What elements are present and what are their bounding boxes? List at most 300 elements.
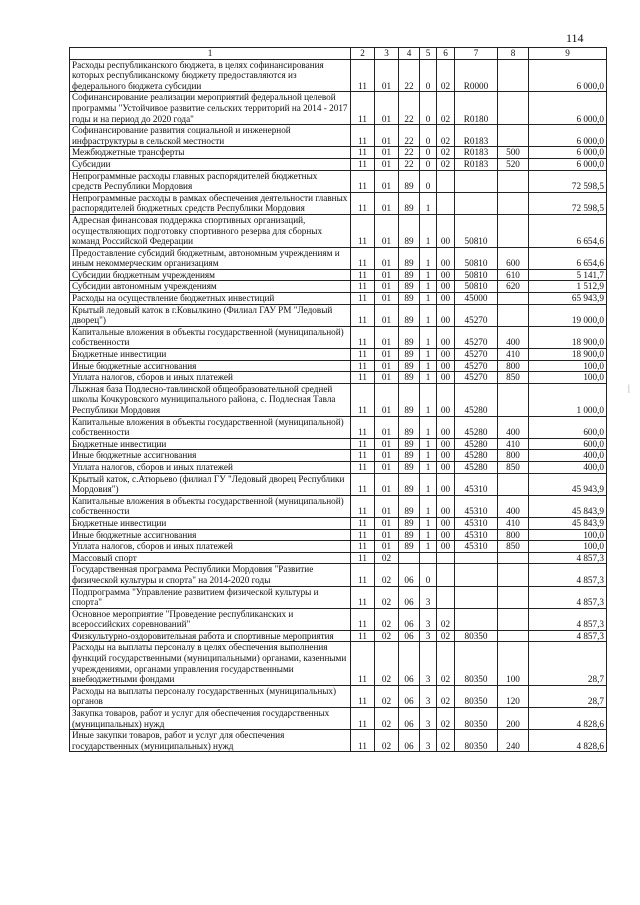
- row-name: Расходы на выплаты персоналу государственных (муниципальных) органов: [70, 685, 351, 707]
- direction-code: [455, 586, 498, 608]
- col-header-8: 8: [498, 48, 529, 60]
- direction-code: 50810: [455, 281, 498, 293]
- program-code: 06: [399, 630, 420, 642]
- expense-type-code: 200: [498, 708, 529, 730]
- direction-code: 45000: [455, 293, 498, 305]
- section-code: 11: [351, 608, 375, 630]
- subsection-code: 02: [375, 708, 399, 730]
- expense-type-code: 400: [498, 326, 529, 348]
- subprogram-code: 0: [420, 59, 437, 92]
- amount: 45 943,9: [529, 473, 607, 495]
- table-row: [70, 708, 607, 730]
- section-code: 11: [351, 92, 375, 125]
- program-code: 89: [399, 450, 420, 462]
- amount: 6 000,0: [529, 125, 607, 147]
- table-row: [70, 192, 607, 214]
- direction-code: R0183: [455, 125, 498, 147]
- subsection-code: 01: [375, 147, 399, 159]
- amount: 100,0: [529, 529, 607, 541]
- event-code: [437, 586, 455, 608]
- subprogram-code: 1: [420, 304, 437, 326]
- row-name: Капитальные вложения в объекты государственной (муниципальной) собственности: [70, 416, 351, 438]
- section-code: 11: [351, 461, 375, 473]
- amount: 600,0: [529, 416, 607, 438]
- program-code: 89: [399, 247, 420, 269]
- table-row: [70, 269, 607, 281]
- program-code: 89: [399, 541, 420, 553]
- row-name: Уплата налогов, сборов и иных платежей: [70, 461, 351, 473]
- section-code: 11: [351, 630, 375, 642]
- expense-type-code: 600: [498, 247, 529, 269]
- direction-code: 45270: [455, 349, 498, 361]
- section-code: 11: [351, 730, 375, 752]
- direction-code: 45280: [455, 416, 498, 438]
- expense-type-code: 410: [498, 349, 529, 361]
- event-code: 00: [437, 416, 455, 438]
- subsection-code: 01: [375, 360, 399, 372]
- section-code: 11: [351, 158, 375, 170]
- section-code: 11: [351, 349, 375, 361]
- direction-code: R0000: [455, 59, 498, 92]
- section-code: 11: [351, 564, 375, 586]
- table-row: [70, 158, 607, 170]
- event-code: 02: [437, 642, 455, 685]
- subprogram-code: 0: [420, 92, 437, 125]
- subsection-code: 01: [375, 269, 399, 281]
- subprogram-code: 1: [420, 326, 437, 348]
- expense-type-code: [498, 92, 529, 125]
- subsection-code: 01: [375, 517, 399, 529]
- event-code: [437, 192, 455, 214]
- table-row: [70, 586, 607, 608]
- amount: 72 598,5: [529, 192, 607, 214]
- amount: 100,0: [529, 360, 607, 372]
- table-row: [70, 529, 607, 541]
- section-code: 11: [351, 383, 375, 416]
- section-code: 11: [351, 281, 375, 293]
- subprogram-code: 1: [420, 495, 437, 517]
- direction-code: 45280: [455, 450, 498, 462]
- subsection-code: 01: [375, 304, 399, 326]
- subprogram-code: 3: [420, 685, 437, 707]
- program-code: 89: [399, 461, 420, 473]
- program-code: 22: [399, 125, 420, 147]
- subsection-code: 02: [375, 608, 399, 630]
- program-code: 89: [399, 517, 420, 529]
- program-code: 89: [399, 170, 420, 192]
- header-row: [70, 48, 607, 60]
- amount: 1 512,9: [529, 281, 607, 293]
- section-code: 11: [351, 552, 375, 564]
- event-code: 02: [437, 125, 455, 147]
- event-code: [437, 170, 455, 192]
- program-code: 06: [399, 685, 420, 707]
- event-code: 00: [437, 450, 455, 462]
- direction-code: 45280: [455, 461, 498, 473]
- expense-type-code: 410: [498, 517, 529, 529]
- subprogram-code: 0: [420, 564, 437, 586]
- expense-type-code: [498, 552, 529, 564]
- program-code: 89: [399, 192, 420, 214]
- table-row: [70, 170, 607, 192]
- table-row: [70, 730, 607, 752]
- event-code: [437, 552, 455, 564]
- amount: 45 843,9: [529, 495, 607, 517]
- section-code: 11: [351, 59, 375, 92]
- subprogram-code: 1: [420, 517, 437, 529]
- section-code: 11: [351, 586, 375, 608]
- subprogram-code: 0: [420, 147, 437, 159]
- table-row: [70, 642, 607, 685]
- event-code: 00: [437, 304, 455, 326]
- table-row: [70, 293, 607, 305]
- row-name: Субсидии бюджетным учреждениям: [70, 269, 351, 281]
- amount: 4 857,3: [529, 630, 607, 642]
- subprogram-code: 0: [420, 158, 437, 170]
- expense-type-code: 400: [498, 416, 529, 438]
- expense-type-code: [498, 586, 529, 608]
- event-code: 02: [437, 608, 455, 630]
- event-code: 00: [437, 349, 455, 361]
- section-code: 11: [351, 416, 375, 438]
- row-name: Расходы республиканского бюджета, в целях софинансирования которых республиканскому бюджету предоставляются из федерального бюджета субсидии: [70, 59, 351, 92]
- direction-code: R0180: [455, 92, 498, 125]
- program-code: 89: [399, 293, 420, 305]
- table-row: [70, 450, 607, 462]
- expense-type-code: [498, 630, 529, 642]
- section-code: 11: [351, 517, 375, 529]
- event-code: 00: [437, 495, 455, 517]
- section-code: 11: [351, 473, 375, 495]
- subprogram-code: 1: [420, 281, 437, 293]
- event-code: 00: [437, 326, 455, 348]
- expense-type-code: [498, 293, 529, 305]
- direction-code: 80350: [455, 630, 498, 642]
- amount: 18 900,0: [529, 349, 607, 361]
- subprogram-code: 1: [420, 383, 437, 416]
- budget-table: [69, 47, 607, 752]
- direction-code: 80350: [455, 685, 498, 707]
- amount: 18 900,0: [529, 326, 607, 348]
- amount: 6 654,6: [529, 214, 607, 247]
- row-name: Адресная финансовая поддержка спортивных организаций, осуществляющих подготовку спортивного резерва для сборных команд Российской Федерации: [70, 214, 351, 247]
- direction-code: 45310: [455, 473, 498, 495]
- page-number: 114: [566, 31, 584, 45]
- section-code: 11: [351, 293, 375, 305]
- event-code: 02: [437, 708, 455, 730]
- direction-code: 45270: [455, 372, 498, 384]
- section-code: 11: [351, 529, 375, 541]
- program-code: 89: [399, 383, 420, 416]
- row-name: Крытый ледовый каток в г.Ковылкино (Филиал ГАУ РМ "Ледовый дворец"): [70, 304, 351, 326]
- program-code: 06: [399, 642, 420, 685]
- amount: 1 000,0: [529, 383, 607, 416]
- table-row: [70, 541, 607, 553]
- section-code: 11: [351, 170, 375, 192]
- row-name: Расходы на выплаты персоналу в целях обеспечения выполнения функций государственными (муниципальными) органами, казенными учреждениями, органами управления государственными внебюджетными фондами: [70, 642, 351, 685]
- table-row: [70, 608, 607, 630]
- event-code: 02: [437, 158, 455, 170]
- row-name: Подпрограмма "Управление развитием физической культуры и спорта": [70, 586, 351, 608]
- subsection-code: 01: [375, 92, 399, 125]
- expense-type-code: 500: [498, 147, 529, 159]
- program-code: 89: [399, 438, 420, 450]
- col-header-9: 9: [529, 48, 607, 60]
- section-code: 11: [351, 125, 375, 147]
- direction-code: [455, 564, 498, 586]
- row-name: Непрограммные расходы в рамках обеспечения деятельности главных распорядителей бюджетных средств Республики Мордовия: [70, 192, 351, 214]
- program-code: 06: [399, 586, 420, 608]
- row-name: Государственная программа Республики Мордовия "Развитие физической культуры и спорта" на 2014-2020 годы: [70, 564, 351, 586]
- direction-code: R0183: [455, 158, 498, 170]
- subprogram-code: 3: [420, 642, 437, 685]
- subprogram-code: 3: [420, 586, 437, 608]
- table-row: [70, 372, 607, 384]
- program-code: 89: [399, 360, 420, 372]
- expense-type-code: [498, 473, 529, 495]
- direction-code: 45270: [455, 304, 498, 326]
- event-code: 02: [437, 92, 455, 125]
- event-code: 00: [437, 461, 455, 473]
- row-name: Бюджетные инвестиции: [70, 517, 351, 529]
- direction-code: [455, 608, 498, 630]
- subsection-code: 02: [375, 630, 399, 642]
- expense-type-code: 800: [498, 360, 529, 372]
- expense-type-code: 400: [498, 495, 529, 517]
- section-code: 11: [351, 372, 375, 384]
- expense-type-code: 850: [498, 461, 529, 473]
- table-row: [70, 495, 607, 517]
- event-code: [437, 564, 455, 586]
- row-name: Софинансирование развития социальной и инженерной инфраструктуры в сельской местности: [70, 125, 351, 147]
- row-name: Закупка товаров, работ и услуг для обеспечения государственных (муниципальных) нужд: [70, 708, 351, 730]
- section-code: 11: [351, 450, 375, 462]
- amount: 6 000,0: [529, 147, 607, 159]
- col-header-2: 2: [351, 48, 375, 60]
- subsection-code: 01: [375, 326, 399, 348]
- event-code: 00: [437, 281, 455, 293]
- table-row: [70, 685, 607, 707]
- event-code: 02: [437, 685, 455, 707]
- direction-code: 50810: [455, 247, 498, 269]
- direction-code: 80350: [455, 730, 498, 752]
- event-code: 00: [437, 372, 455, 384]
- program-code: 89: [399, 214, 420, 247]
- table-row: [70, 552, 607, 564]
- col-header-7: 7: [455, 48, 498, 60]
- subprogram-code: 3: [420, 608, 437, 630]
- col-header-3: 3: [375, 48, 399, 60]
- expense-type-code: 410: [498, 438, 529, 450]
- table-row: [70, 147, 607, 159]
- col-header-1: 1: [70, 48, 351, 60]
- subsection-code: 02: [375, 564, 399, 586]
- program-code: 89: [399, 349, 420, 361]
- program-code: 89: [399, 326, 420, 348]
- table-row: [70, 383, 607, 416]
- subprogram-code: 1: [420, 450, 437, 462]
- program-code: 06: [399, 564, 420, 586]
- subprogram-code: 1: [420, 192, 437, 214]
- subsection-code: 01: [375, 450, 399, 462]
- subsection-code: 02: [375, 586, 399, 608]
- expense-type-code: 620: [498, 281, 529, 293]
- program-code: 89: [399, 281, 420, 293]
- subprogram-code: 1: [420, 293, 437, 305]
- row-name: Иные закупки товаров, работ и услуг для обеспечения государственных (муниципальных) нужд: [70, 730, 351, 752]
- direction-code: [455, 552, 498, 564]
- table-row: [70, 461, 607, 473]
- subprogram-code: 1: [420, 372, 437, 384]
- expense-type-code: [498, 125, 529, 147]
- table-row: [70, 247, 607, 269]
- amount: 4 857,3: [529, 552, 607, 564]
- program-code: 89: [399, 304, 420, 326]
- subprogram-code: 1: [420, 416, 437, 438]
- direction-code: 45280: [455, 438, 498, 450]
- subsection-code: 02: [375, 730, 399, 752]
- event-code: 00: [437, 438, 455, 450]
- table-row: [70, 59, 607, 92]
- subsection-code: 01: [375, 473, 399, 495]
- subprogram-code: 1: [420, 349, 437, 361]
- row-name: Массовый спорт: [70, 552, 351, 564]
- row-name: Капитальные вложения в объекты государственной (муниципальной) собственности: [70, 495, 351, 517]
- row-name: Крытый каток, с.Атюрьево (филиал ГУ "Ледовый дворец Республики Мордовия"): [70, 473, 351, 495]
- event-code: 00: [437, 541, 455, 553]
- program-code: 06: [399, 730, 420, 752]
- amount: 6 000,0: [529, 92, 607, 125]
- expense-type-code: 120: [498, 685, 529, 707]
- direction-code: 45270: [455, 360, 498, 372]
- program-code: 22: [399, 147, 420, 159]
- program-code: 22: [399, 92, 420, 125]
- row-name: Софинансирование реализации мероприятий федеральной целевой программы "Устойчивое развитие сельских территорий на 2014 - 2017 годы и на период до 2020 года": [70, 92, 351, 125]
- amount: 4 828,6: [529, 708, 607, 730]
- amount: 19 000,0: [529, 304, 607, 326]
- direction-code: 45310: [455, 517, 498, 529]
- subprogram-code: 3: [420, 708, 437, 730]
- expense-type-code: 100: [498, 642, 529, 685]
- amount: 6 000,0: [529, 158, 607, 170]
- section-code: 11: [351, 642, 375, 685]
- direction-code: 45310: [455, 541, 498, 553]
- subprogram-code: 1: [420, 247, 437, 269]
- expense-type-code: [498, 192, 529, 214]
- event-code: 02: [437, 730, 455, 752]
- program-code: 22: [399, 158, 420, 170]
- amount: 400,0: [529, 461, 607, 473]
- section-code: 11: [351, 147, 375, 159]
- amount: 28,7: [529, 685, 607, 707]
- amount: 28,7: [529, 642, 607, 685]
- table-row: [70, 125, 607, 147]
- subsection-code: 01: [375, 438, 399, 450]
- expense-type-code: 850: [498, 541, 529, 553]
- col-header-5: 5: [420, 48, 437, 60]
- table-row: [70, 304, 607, 326]
- section-code: 11: [351, 304, 375, 326]
- subsection-code: 01: [375, 281, 399, 293]
- event-code: 00: [437, 529, 455, 541]
- event-code: 00: [437, 517, 455, 529]
- subsection-code: 01: [375, 495, 399, 517]
- amount: 4 857,3: [529, 608, 607, 630]
- event-code: 00: [437, 214, 455, 247]
- event-code: 02: [437, 147, 455, 159]
- program-code: 89: [399, 529, 420, 541]
- row-name: Иные бюджетные ассигнования: [70, 529, 351, 541]
- row-name: Бюджетные инвестиции: [70, 438, 351, 450]
- subsection-code: 02: [375, 642, 399, 685]
- direction-code: 50810: [455, 269, 498, 281]
- row-name: Бюджетные инвестиции: [70, 349, 351, 361]
- subsection-code: 01: [375, 461, 399, 473]
- amount: 4 857,3: [529, 564, 607, 586]
- margin-mark: |: [628, 383, 630, 393]
- col-header-4: 4: [399, 48, 420, 60]
- section-code: 11: [351, 495, 375, 517]
- row-name: Расходы на осуществление бюджетных инвестиций: [70, 293, 351, 305]
- section-code: 11: [351, 192, 375, 214]
- event-code: 00: [437, 360, 455, 372]
- event-code: 02: [437, 630, 455, 642]
- subsection-code: 01: [375, 192, 399, 214]
- subprogram-code: [420, 552, 437, 564]
- table-row: [70, 416, 607, 438]
- table-row: [70, 349, 607, 361]
- subprogram-code: 1: [420, 269, 437, 281]
- subsection-code: 02: [375, 552, 399, 564]
- amount: 65 943,9: [529, 293, 607, 305]
- amount: 100,0: [529, 541, 607, 553]
- subsection-code: 02: [375, 685, 399, 707]
- amount: 5 141,7: [529, 269, 607, 281]
- subprogram-code: 1: [420, 473, 437, 495]
- program-code: 06: [399, 608, 420, 630]
- event-code: 00: [437, 247, 455, 269]
- subsection-code: 01: [375, 529, 399, 541]
- row-name: Физкультурно-оздоровительная работа и спортивные мероприятия: [70, 630, 351, 642]
- subprogram-code: 1: [420, 529, 437, 541]
- section-code: 11: [351, 326, 375, 348]
- program-code: 89: [399, 372, 420, 384]
- program-code: 89: [399, 495, 420, 517]
- table-row: [70, 326, 607, 348]
- amount: 6 000,0: [529, 59, 607, 92]
- section-code: 11: [351, 247, 375, 269]
- section-code: 11: [351, 541, 375, 553]
- row-name: Предоставление субсидий бюджетным, автономным учреждениям и иным некоммерческим организациям: [70, 247, 351, 269]
- amount: 600,0: [529, 438, 607, 450]
- amount: 4 828,6: [529, 730, 607, 752]
- subsection-code: 01: [375, 125, 399, 147]
- subprogram-code: 1: [420, 360, 437, 372]
- table-row: [70, 281, 607, 293]
- expense-type-code: [498, 304, 529, 326]
- amount: 45 843,9: [529, 517, 607, 529]
- table-row: [70, 92, 607, 125]
- subprogram-code: 1: [420, 214, 437, 247]
- row-name: Иные бюджетные ассигнования: [70, 450, 351, 462]
- table-row: [70, 214, 607, 247]
- expense-type-code: 800: [498, 450, 529, 462]
- expense-type-code: 520: [498, 158, 529, 170]
- table-row: [70, 630, 607, 642]
- subprogram-code: 1: [420, 461, 437, 473]
- row-name: Уплата налогов, сборов и иных платежей: [70, 541, 351, 553]
- table-row: [70, 438, 607, 450]
